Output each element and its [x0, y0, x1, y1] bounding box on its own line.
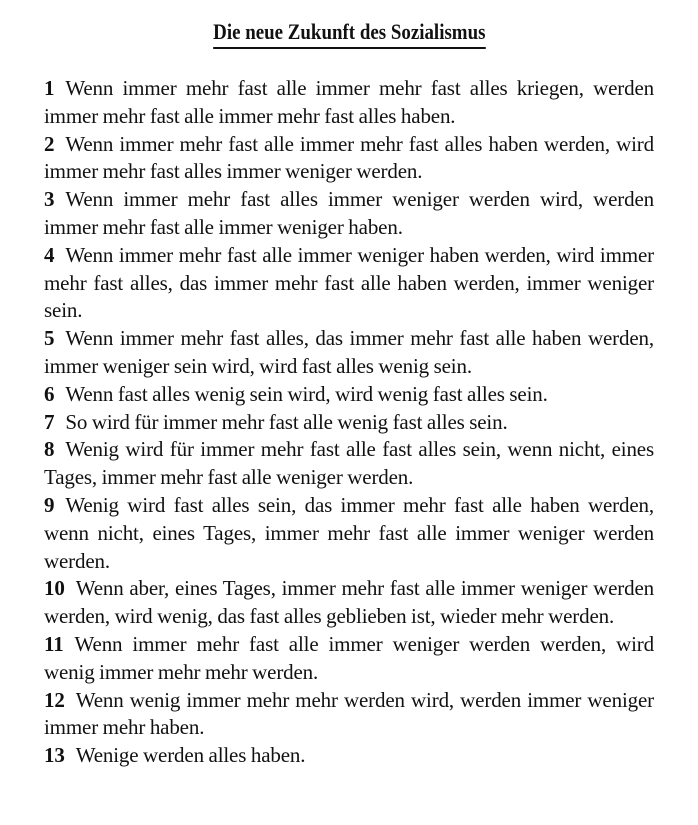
- stanza-text: Wenn immer mehr fast alles, das immer mehr fast alle haben werden, immer weniger sein wird, wird fast alles wenig sein.: [44, 326, 654, 378]
- stanza-text: Wenn immer mehr fast alle immer weniger werden werden, wird wenig immer mehr mehr werden.: [44, 631, 654, 684]
- stanza-12: [44, 687, 654, 743]
- stanza-number: 7: [44, 409, 55, 434]
- stanza-number: 10: [44, 576, 65, 601]
- stanza-9: [44, 492, 654, 575]
- stanza-11: [44, 631, 654, 687]
- stanza-list: [44, 75, 654, 770]
- stanza-text: Wenig wird fast alles sein, das immer mehr fast alle haben werden, wenn nicht, eines Tages, immer mehr fast alle immer weniger werden werden.: [44, 492, 654, 573]
- document-title-text: Die neue Zukunft des Sozialismus: [213, 18, 485, 49]
- document-title: [0, 18, 698, 49]
- stanza-text: Wenige werden alles haben.: [75, 743, 306, 768]
- stanza-10: [44, 575, 654, 631]
- stanza-5: [44, 325, 654, 381]
- stanza-text: Wenn immer mehr fast alles immer weniger werden wird, werden immer mehr fast alle immer weniger haben.: [44, 187, 654, 239]
- stanza-8: [44, 436, 654, 492]
- stanza-text: Wenn fast alles wenig sein wird, wird wenig fast alles sein.: [65, 381, 548, 406]
- stanza-number: 5: [44, 326, 55, 351]
- stanza-number: 9: [44, 492, 55, 517]
- stanza-text: So wird für immer mehr fast alle wenig fast alles sein.: [65, 409, 508, 434]
- stanza-number: 6: [44, 381, 55, 406]
- stanza-text: Wenn wenig immer mehr mehr werden wird, werden immer weniger immer mehr haben.: [44, 687, 654, 740]
- stanza-text: Wenn immer mehr fast alle immer mehr fast alles kriegen, werden immer mehr fast alle immer mehr fast alles haben.: [44, 76, 654, 128]
- stanza-number: 4: [44, 242, 55, 267]
- stanza-number: 8: [44, 437, 55, 462]
- stanza-text: Wenn aber, eines Tages, immer mehr fast alle immer weniger werden werden, wird wenig, das fast alles geblieben ist, wieder mehr werden.: [44, 576, 654, 629]
- stanza-number: 2: [44, 131, 55, 156]
- stanza-1: [44, 75, 654, 131]
- stanza-2: [44, 131, 654, 187]
- stanza-number: 13: [44, 743, 65, 768]
- stanza-3: [44, 186, 654, 242]
- stanza-4: [44, 242, 654, 325]
- stanza-number: 1: [44, 76, 55, 100]
- stanza-7: [44, 409, 654, 437]
- stanza-number: 12: [44, 687, 65, 712]
- stanza-number: 11: [44, 631, 64, 656]
- stanza-text: Wenig wird für immer mehr fast alle fast alles sein, wenn nicht, eines Tages, immer mehr fast alle weniger werden.: [44, 437, 654, 490]
- stanza-text: Wenn immer mehr fast alle immer mehr fast alles haben werden, wird immer mehr fast alles immer weniger werden.: [44, 131, 654, 184]
- stanza-number: 3: [44, 187, 55, 212]
- stanza-text: Wenn immer mehr fast alle immer weniger haben werden, wird immer mehr fast alles, das immer mehr fast alle haben werden, immer weniger sein.: [44, 242, 654, 323]
- stanza-6: [44, 381, 654, 409]
- stanza-13: [44, 742, 654, 770]
